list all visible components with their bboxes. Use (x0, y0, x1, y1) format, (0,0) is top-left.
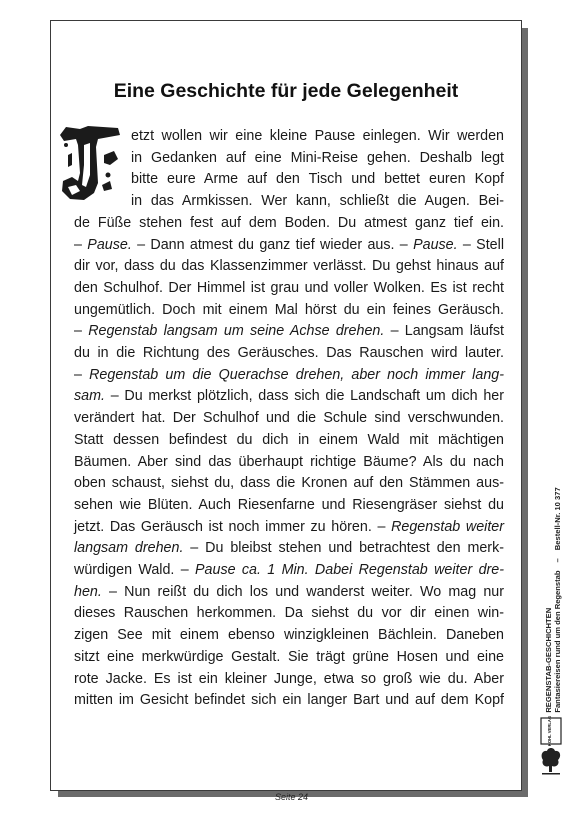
stage-direction: sam. (74, 388, 105, 405)
text-segment: dir vor, dass du das Klassenzimmer verlässt. Du gehst hinaus auf (74, 258, 504, 275)
text-line (74, 343, 504, 363)
text-segment: – Stell (457, 236, 504, 253)
text-segment: – Dann atmest du ganz tief wieder aus. – (131, 236, 414, 253)
text-segment: – Du bleibst stehen und betrachtest den merk- (183, 540, 504, 557)
text-line (74, 473, 504, 493)
stage-direction: hen. (74, 583, 102, 600)
text-segment: oben schaust, siehst du, dass die Kronen auf den Stämmen aus- (74, 475, 504, 492)
text-line (74, 669, 504, 689)
text-segment: etzt wollen wir eine kleine Pause einlegen. Wir werden (131, 128, 504, 144)
text-segment: sitzt eine merkwürdige Gestalt. Sie trägt grüne Hosen und eine (74, 648, 504, 665)
text-segment: mitten im Gesicht befindet sich ein langer Bart und auf dem Kopf (74, 692, 504, 709)
text-line (74, 517, 504, 537)
stage-direction: Pause. (413, 236, 458, 253)
text-line (74, 603, 504, 623)
stage-direction: Pause. (87, 236, 132, 253)
text-segment: rote Jacke. Es ist ein kleiner Junge, etwa so groß wie du. Aber (74, 670, 504, 687)
text-line (74, 538, 504, 558)
text-line (74, 321, 504, 341)
text-line (74, 408, 504, 428)
text-line (131, 148, 504, 168)
text-segment: – Du merkst plötzlich, dass sich die Landschaft um dich her (104, 388, 504, 405)
publisher-logo-icon (538, 716, 564, 776)
text-line (74, 213, 504, 233)
page-number: Seite 24 (274, 792, 309, 802)
text-line (74, 690, 504, 710)
text-segment: in Gedanken auf eine Mini-Reise gehen. Deshalb legt (131, 149, 504, 166)
frame-shadow-right (522, 28, 528, 797)
text-segment: den Schulhof. Der Himmel ist grau und voller Wolken. Es ist recht (74, 279, 504, 296)
page-title: Eine Geschichte für jede Gelegenheit (113, 80, 459, 102)
text-segment: Bäumen. Aber sind das überhaupt richtige Bäume? Als du nach (74, 453, 504, 470)
stage-direction: langsam drehen. (74, 540, 184, 557)
text-line (74, 386, 504, 406)
text-segment: Statt dessen befindest du dich in einem Wald mit mächtigen (74, 431, 504, 448)
text-line (74, 300, 504, 320)
svg-text:KOHL VERLAG: KOHL VERLAG (547, 716, 552, 747)
text-line (74, 560, 504, 580)
text-line (131, 126, 504, 146)
text-segment: jetzt. Das Geräusch ist noch immer zu hören. – (74, 518, 392, 535)
text-line (131, 169, 504, 189)
text-segment: verändert hat. Der Schulhof und die Schule sind verschwunden. (74, 410, 504, 427)
sidebar-vertical-credits (544, 487, 562, 712)
text-segment: bitte eure Arme auf den Tisch und bettet euren Kopf (131, 171, 504, 188)
stage-direction: Regenstab langsam um seine Achse drehen. (88, 323, 385, 340)
text-line (131, 191, 504, 211)
text-segment: zigen See mit einem ebenso winzigkleinen Bächlein. Daneben (74, 627, 504, 644)
text-segment: – (74, 323, 89, 340)
text-line (74, 582, 504, 602)
text-segment: in das Armkissen. Wer kann, schließt die Augen. Bei- (131, 193, 504, 210)
stage-direction: Pause ca. 1 Min. Dabei Regenstab weiter dre- (195, 562, 504, 578)
sidebar-order-number: Bestell-Nr. 10 377 (553, 487, 562, 551)
text-segment: dieses Rauschen herkommen. Da siehst du vor dir einen win- (74, 605, 504, 622)
text-line (74, 278, 504, 298)
sidebar-series: REGENSTAB-GESCHICHTEN (544, 607, 553, 713)
text-line (74, 235, 504, 255)
text-segment: würdigen Wald. – (74, 562, 195, 578)
text-segment: de Füße stehen fest auf dem Boden. Du atmest ganz tief ein. (74, 214, 504, 231)
text-segment: – (74, 236, 88, 253)
text-segment: sehen wie Blüten. Auch Riesenfarne und Riesengräser siehst du (74, 496, 504, 513)
text-line (74, 647, 504, 667)
stage-direction: Regenstab um die Querachse drehen, aber noch immer lang- (89, 366, 504, 383)
text-line (74, 365, 504, 385)
drop-cap-j-icon (58, 125, 122, 203)
stage-direction: Regenstab weiter (391, 518, 505, 535)
text-segment: – (74, 366, 90, 383)
text-line (74, 256, 504, 276)
text-segment: ungemütlich. Doch mit einem Mal hörst du ein feines Geräusch. (74, 301, 504, 318)
text-segment: du in die Richtung des Geräusches. Das Rauschen wird lauter. (74, 345, 504, 361)
text-line (74, 452, 504, 472)
text-line (74, 495, 504, 515)
text-segment: – Langsam läufst (384, 323, 504, 340)
sidebar-separator: – (553, 558, 562, 563)
text-segment: – Nun reißt du dich los und wanderst weiter. Wo mag nur (101, 583, 504, 600)
text-line (74, 625, 504, 645)
text-line (74, 430, 504, 450)
sidebar-subtitle: Fantasiereisen rund um den Regenstab (553, 570, 562, 713)
